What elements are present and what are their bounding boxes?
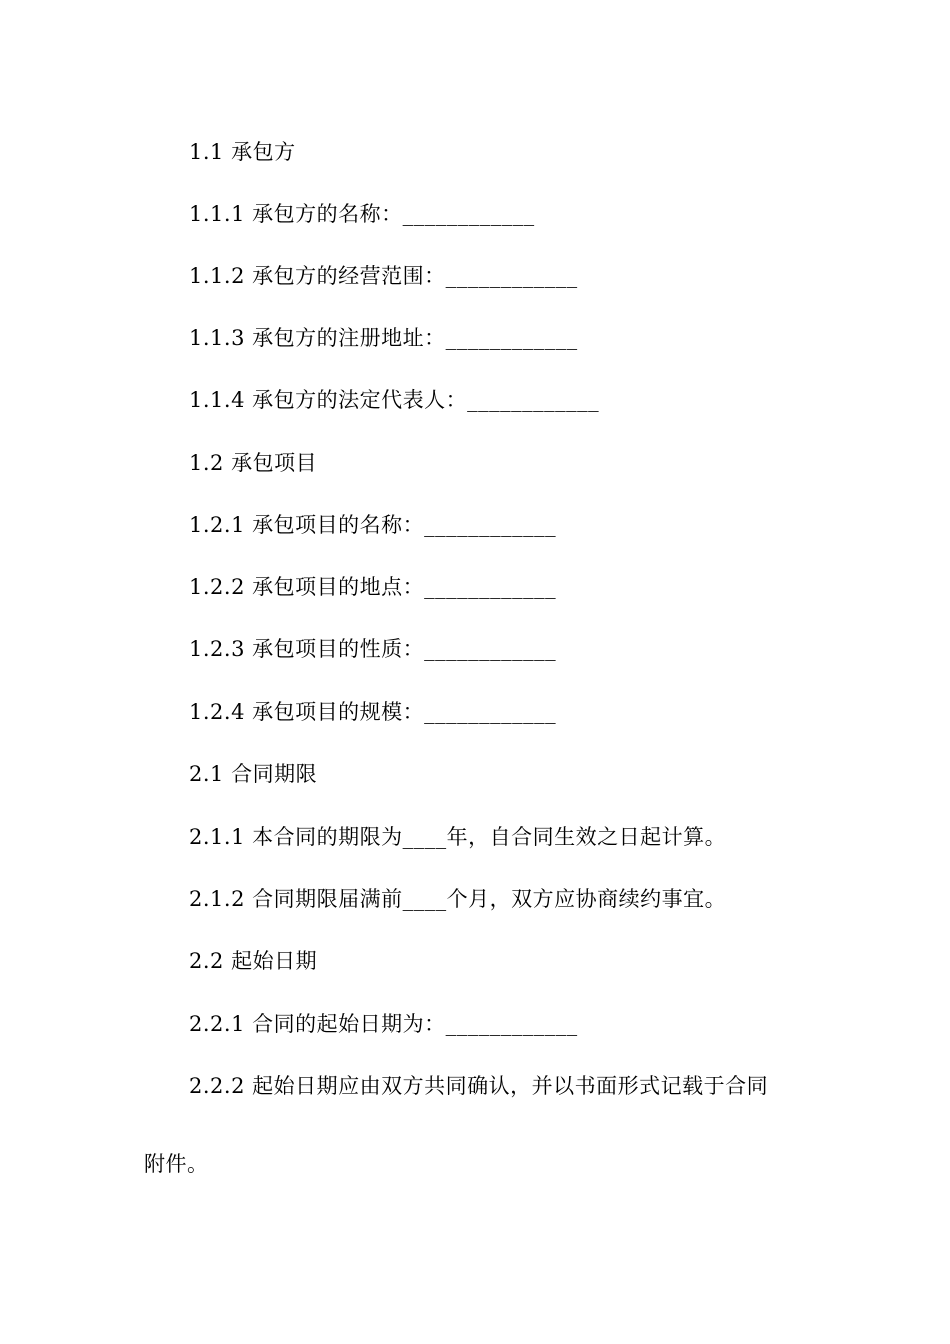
clause-2-2-2-continuation: 附件。 bbox=[144, 1152, 209, 1176]
clause-1-2-4: 1.2.4 承包项目的规模：____________ bbox=[189, 700, 557, 724]
clause-2-1-1: 2.1.1 本合同的期限为____年，自合同生效之日起计算。 bbox=[189, 825, 727, 849]
section-heading-2-2: 2.2 起始日期 bbox=[189, 949, 318, 973]
clause-1-2-1: 1.2.1 承包项目的名称：____________ bbox=[189, 513, 557, 537]
clause-2-1-2: 2.1.2 合同期限届满前____个月，双方应协商续约事宜。 bbox=[189, 887, 727, 911]
clause-2-2-1: 2.2.1 合同的起始日期为：____________ bbox=[189, 1012, 578, 1036]
clause-1-1-2: 1.1.2 承包方的经营范围：____________ bbox=[189, 264, 578, 288]
clause-2-2-2: 2.2.2 起始日期应由双方共同确认，并以书面形式记载于合同 bbox=[189, 1074, 769, 1098]
clause-1-1-3: 1.1.3 承包方的注册地址：____________ bbox=[189, 326, 578, 350]
section-heading-2-1: 2.1 合同期限 bbox=[189, 762, 318, 786]
clause-1-1-4: 1.1.4 承包方的法定代表人：____________ bbox=[189, 388, 600, 412]
section-heading-1-2: 1.2 承包项目 bbox=[189, 451, 318, 475]
clause-1-1-1: 1.1.1 承包方的名称：____________ bbox=[189, 202, 535, 226]
clause-1-2-3: 1.2.3 承包项目的性质：____________ bbox=[189, 637, 557, 661]
clause-1-2-2: 1.2.2 承包项目的地点：____________ bbox=[189, 575, 557, 599]
section-heading-1-1: 1.1 承包方 bbox=[189, 140, 296, 164]
